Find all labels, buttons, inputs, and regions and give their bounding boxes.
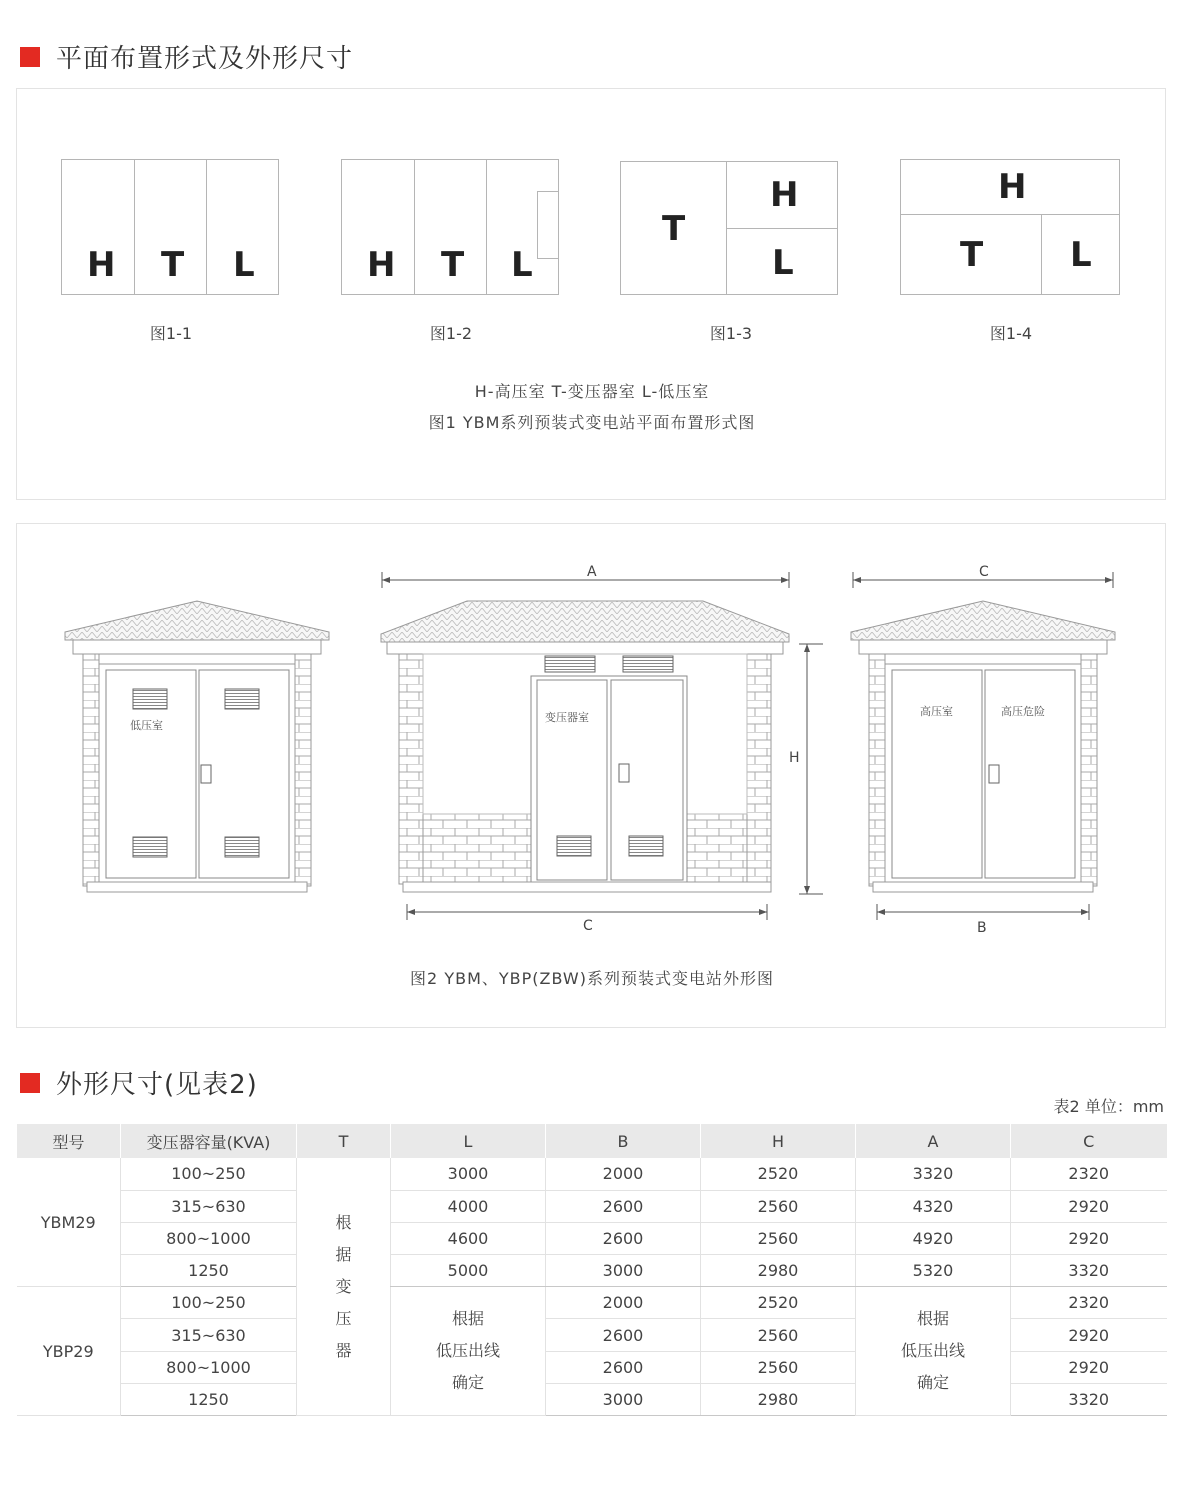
- figure-2-caption: 图2 YBM、YBP(ZBW)系列预装式变电站外形图: [410, 969, 774, 988]
- c-cell: 2920: [1011, 1319, 1167, 1351]
- figure-caption-1: 图1-1: [149, 324, 193, 343]
- section-header-dimensions: [20, 1064, 258, 1101]
- figure-caption-3: 图1-3: [709, 324, 753, 343]
- h-cell: 2560: [701, 1222, 856, 1254]
- room-letter-h: H: [770, 175, 799, 215]
- door-label-danger: 高压危险: [1001, 705, 1045, 718]
- dim-label-h: H: [789, 750, 800, 766]
- h-cell: 2520: [701, 1287, 856, 1319]
- dim-label-c-top: C: [979, 564, 989, 580]
- c-cell: 3320: [1011, 1255, 1167, 1287]
- table-unit-note: 表2 单位：mm: [1053, 1097, 1164, 1116]
- col-header: B: [546, 1124, 701, 1158]
- model-cell: YBP29: [17, 1287, 121, 1416]
- figure-1-caption: 图1 YBM系列预装式变电站平面布置形式图: [428, 413, 756, 432]
- h-cell: 2560: [701, 1319, 856, 1351]
- t-note-char: 变: [335, 1276, 352, 1296]
- t-note-text: [297, 1207, 390, 1367]
- room-letter-l: L: [233, 245, 255, 285]
- b-cell: 3000: [546, 1255, 701, 1287]
- h-cell: 2980: [701, 1255, 856, 1287]
- c-cell: 2920: [1011, 1190, 1167, 1222]
- b-cell: 2600: [546, 1190, 701, 1222]
- b-cell: 2000: [546, 1287, 701, 1319]
- room-letter-l: L: [772, 243, 794, 283]
- c-cell: 2920: [1011, 1351, 1167, 1383]
- capacity-cell: 800~1000: [121, 1351, 297, 1383]
- b-cell: 2600: [546, 1319, 701, 1351]
- room-legend: H-高压室 T-变压器室 L-低压室: [474, 382, 710, 401]
- c-cell: 3320: [1011, 1383, 1167, 1415]
- note-line: 确定: [451, 1373, 484, 1393]
- section-title: 外形尺寸(见表2): [56, 1070, 258, 1100]
- col-header: T: [297, 1124, 391, 1158]
- note-line: 低压出线: [435, 1341, 500, 1361]
- b-cell: 2600: [546, 1222, 701, 1254]
- figure-caption-4: 图1-4: [989, 324, 1033, 343]
- capacity-cell: 315~630: [121, 1319, 297, 1351]
- t-note-char: 根: [335, 1212, 352, 1232]
- note-line: 根据: [451, 1309, 484, 1329]
- side-view-right: [851, 564, 1115, 936]
- h-cell: 2980: [701, 1383, 856, 1415]
- capacity-cell: 1250: [121, 1255, 297, 1287]
- table-row: [17, 1287, 1167, 1319]
- c-cell: 2920: [1011, 1222, 1167, 1254]
- h-cell: 2560: [701, 1190, 856, 1222]
- elevation-drawing: [17, 524, 1167, 1029]
- col-header: 变压器容量(KVA): [121, 1124, 297, 1158]
- layout-figure-4: [900, 159, 1120, 295]
- t-note-char: 器: [335, 1340, 352, 1360]
- side-view-left: [65, 601, 329, 892]
- l-cell: 4000: [391, 1190, 546, 1222]
- t-note-char: 据: [335, 1244, 352, 1264]
- layout-figure-2: [341, 159, 559, 295]
- col-header: C: [1011, 1124, 1167, 1158]
- room-letter-t: T: [662, 209, 686, 249]
- a-cell: 3320: [856, 1158, 1011, 1190]
- capacity-cell: 800~1000: [121, 1222, 297, 1254]
- dim-label-a: A: [587, 564, 597, 580]
- col-header: A: [856, 1124, 1011, 1158]
- h-cell: 2520: [701, 1158, 856, 1190]
- h-cell: 2560: [701, 1351, 856, 1383]
- a-cell: 4920: [856, 1222, 1011, 1254]
- b-cell: 2600: [546, 1351, 701, 1383]
- l-cell: 5000: [391, 1255, 546, 1287]
- door-label-low: 低压室: [130, 719, 163, 732]
- c-cell: 2320: [1011, 1287, 1167, 1319]
- capacity-cell: 1250: [121, 1383, 297, 1415]
- layout-figure-3: [620, 161, 838, 297]
- red-square-icon: [20, 1073, 40, 1093]
- table-row: [17, 1190, 1167, 1222]
- front-view: [381, 564, 823, 934]
- l-note-cell: [391, 1287, 546, 1416]
- door-label-transformer: 变压器室: [545, 711, 589, 724]
- capacity-cell: 315~630: [121, 1190, 297, 1222]
- red-square-icon: [20, 47, 40, 67]
- room-letter-t: T: [161, 245, 185, 285]
- room-letter-h: H: [87, 245, 116, 285]
- room-letter-t: T: [960, 235, 984, 275]
- b-cell: 2000: [546, 1158, 701, 1190]
- model-cell: YBM29: [17, 1158, 121, 1287]
- room-annex: [537, 191, 559, 259]
- room-letter-h: H: [998, 167, 1027, 207]
- room-letter-l: L: [511, 245, 533, 285]
- col-header: L: [391, 1124, 546, 1158]
- figure-caption-2: 图1-2: [429, 324, 473, 343]
- room-letter-t: T: [441, 245, 465, 285]
- col-header: 型号: [17, 1124, 121, 1158]
- layout-figure-1: [61, 159, 279, 295]
- a-cell: 4320: [856, 1190, 1011, 1222]
- table-row: [17, 1222, 1167, 1254]
- layout-panel: [16, 88, 1166, 500]
- note-line: 根据: [916, 1309, 949, 1329]
- room-letter-h: H: [367, 245, 396, 285]
- a-note-cell: [856, 1287, 1011, 1416]
- b-cell: 3000: [546, 1383, 701, 1415]
- c-cell: 2320: [1011, 1158, 1167, 1190]
- a-cell: 5320: [856, 1255, 1011, 1287]
- door-label-high: 高压室: [920, 705, 953, 718]
- l-cell: 3000: [391, 1158, 546, 1190]
- room-letter-l: L: [1070, 235, 1092, 275]
- table-header-row: [17, 1124, 1167, 1158]
- t-note-cell: [297, 1158, 391, 1416]
- note-line: 确定: [916, 1373, 949, 1393]
- col-header: H: [701, 1124, 856, 1158]
- capacity-cell: 100~250: [121, 1158, 297, 1190]
- elevation-panel: [16, 523, 1166, 1028]
- table-row: [17, 1255, 1167, 1287]
- dim-label-c-bottom: C: [583, 918, 593, 934]
- l-cell: 4600: [391, 1222, 546, 1254]
- capacity-cell: 100~250: [121, 1287, 297, 1319]
- section-title: 平面布置形式及外形尺寸: [56, 44, 354, 74]
- dimension-table: [16, 1124, 1167, 1416]
- table-row: [17, 1158, 1167, 1190]
- t-note-char: 压: [335, 1308, 352, 1328]
- note-line: 低压出线: [900, 1341, 965, 1361]
- dim-label-b: B: [977, 920, 987, 936]
- section-header-layout: [20, 38, 353, 75]
